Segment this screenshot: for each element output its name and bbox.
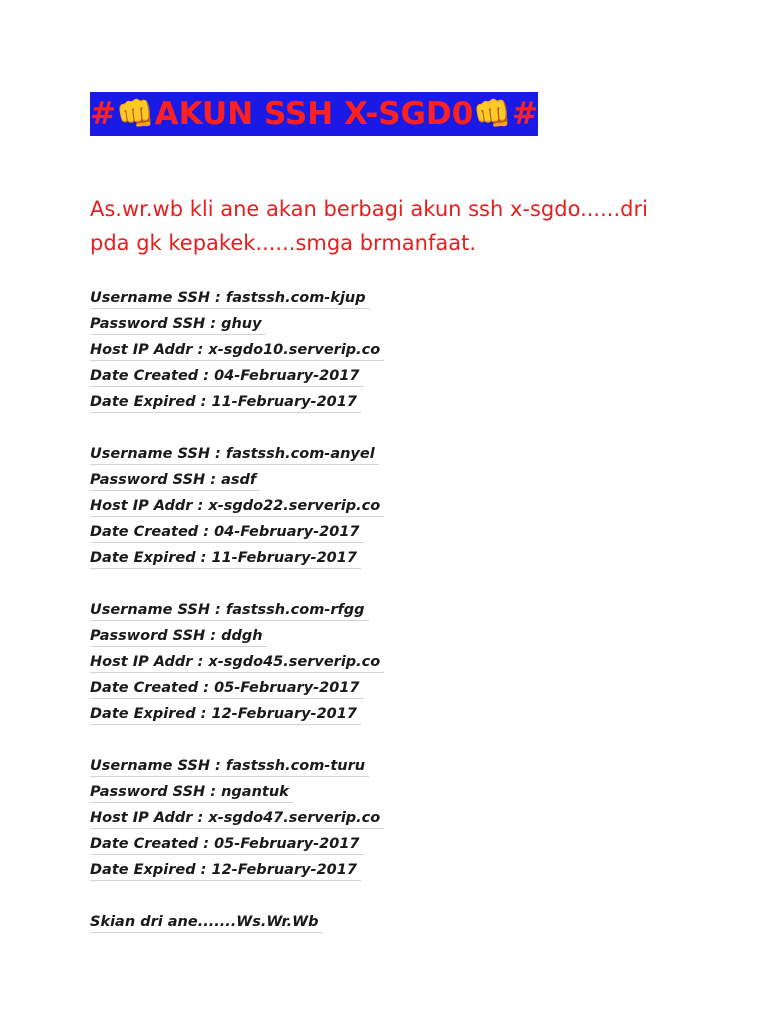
page-title: #👊AKUN SSH X-SGD0👊# — [90, 96, 538, 132]
host-line: Host IP Addr : x-sgdo45.serverip.co — [90, 652, 384, 673]
account-list — [90, 286, 690, 936]
date-created-line: Date Created : 05-February-2017 — [90, 678, 364, 699]
username-line: Username SSH : fastssh.com-turu — [90, 756, 369, 777]
account-entry — [90, 598, 690, 728]
date-expired-line: Date Expired : 11-February-2017 — [90, 548, 361, 569]
date-expired-line: Date Expired : 12-February-2017 — [90, 704, 361, 725]
date-created-line: Date Created : 05-February-2017 — [90, 834, 364, 855]
password-line: Password SSH : ngantuk — [90, 782, 293, 803]
host-line: Host IP Addr : x-sgdo10.serverip.co — [90, 340, 384, 361]
password-line: Password SSH : ghuy — [90, 314, 266, 335]
host-line: Host IP Addr : x-sgdo47.serverip.co — [90, 808, 384, 829]
username-line: Username SSH : fastssh.com-kjup — [90, 288, 370, 309]
password-line: Password SSH : asdf — [90, 470, 260, 491]
host-line: Host IP Addr : x-sgdo22.serverip.co — [90, 496, 384, 517]
account-entry — [90, 442, 690, 572]
date-created-line: Date Created : 04-February-2017 — [90, 522, 364, 543]
date-created-line: Date Created : 04-February-2017 — [90, 366, 364, 387]
username-line: Username SSH : fastssh.com-rfgg — [90, 600, 369, 621]
title-banner — [90, 92, 538, 136]
date-expired-line: Date Expired : 12-February-2017 — [90, 860, 361, 881]
date-expired-line: Date Expired : 11-February-2017 — [90, 392, 361, 413]
account-entry — [90, 754, 690, 884]
username-line: Username SSH : fastssh.com-anyel — [90, 444, 379, 465]
intro-paragraph: As.wr.wb kli ane akan berbagi akun ssh x-sgdo......dri pda gk kepakek......smga brmanfaat. — [90, 197, 648, 255]
account-entry — [90, 286, 690, 416]
closing-line: Skian dri ane.......Ws.Wr.Wb — [90, 912, 323, 933]
password-line: Password SSH : ddgh — [90, 626, 267, 647]
